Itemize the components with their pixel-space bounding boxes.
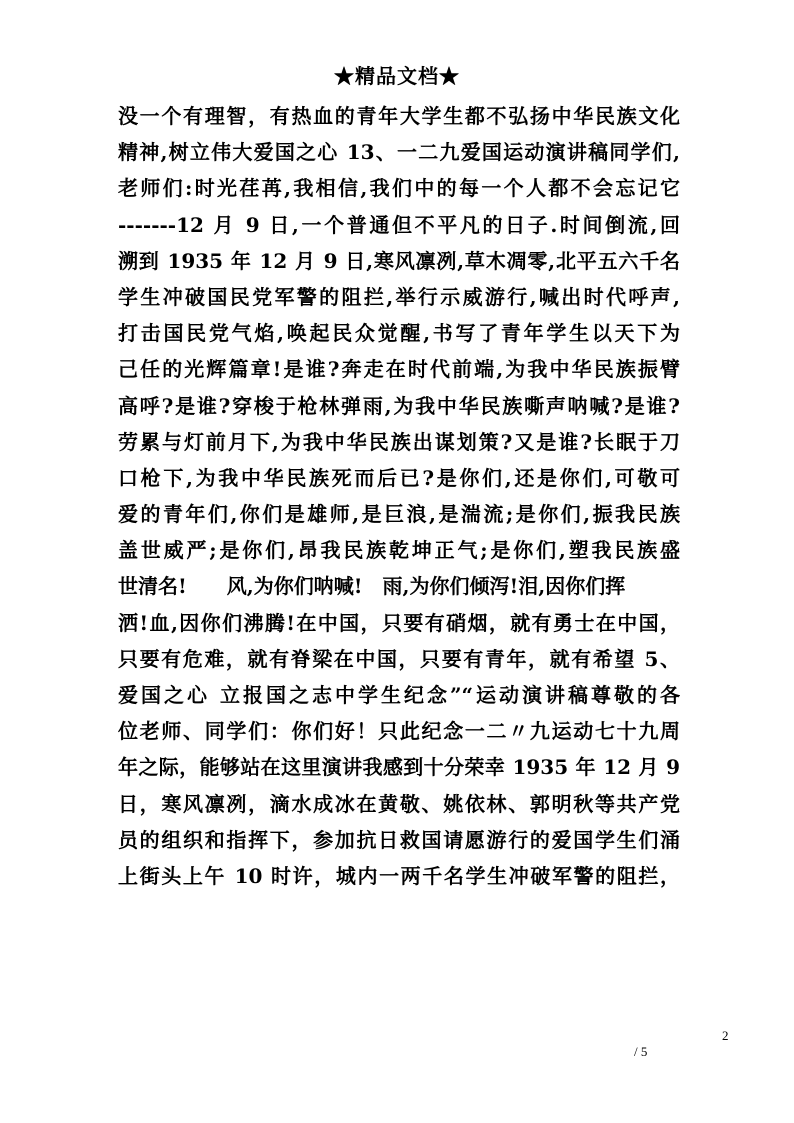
body-line-17: 爱国之心 立报国之志中学生纪念”“运动演讲稿尊敬的各	[118, 683, 680, 707]
body-line-8: 己任的光辉篇章!是谁?奔走在时代前端,为我中华民族振臂	[118, 357, 680, 382]
body-line-22: 上街头上午 10 时许，城内一两千名学生冲破军警的阻拦，	[118, 863, 680, 888]
page-total: / 5	[634, 1044, 648, 1059]
body-line-4: -------12 月 9 日,一个普通但不平凡的日子.时间倒流,回	[118, 212, 680, 237]
body-line-3: 老师们:时光荏苒,我相信,我们中的每一个人都不会忘记它	[118, 176, 680, 201]
body-line-12: 爱的青年们,你们是雄师,是巨浪,是湍流;是你们,振我民族	[118, 502, 680, 527]
body-line-5: 溯到 1935 年 12 月 9 日,寒风凛冽,草木凋零,北平五六千名	[118, 248, 680, 273]
body-line-7: 打击国民党气焰,唤起民众觉醒,书写了青年学生以天下为	[118, 321, 680, 346]
body-line-16: 只要有危难，就有脊梁在中国，只要有青年，就有希望 5、	[118, 646, 680, 671]
body-line-9: 高呼?是谁?穿梭于枪林弹雨,为我中华民族嘶声呐喊?是谁?	[118, 393, 680, 418]
body-line-11: 口枪下,为我中华民族死而后已?是你们,还是你们,可敬可	[118, 465, 680, 490]
body-line-13: 盖世威严;是你们,昂我民族乾坤正气;是你们,塑我民族盛	[118, 538, 680, 563]
body-line-15: 洒!血,因你们沸腾!在中国，只要有硝烟，就有勇士在中国，	[118, 610, 680, 635]
body-line-2: 精神,树立伟大爱国之心 13、一二九爱国运动演讲稿同学们,	[118, 140, 680, 165]
page-number: 2	[722, 1028, 729, 1043]
body-line-1: 没一个有理智，有热血的青年大学生都不弘扬中华民族文化	[118, 104, 680, 128]
body-line-14: 世清名! 风,为你们呐喊! 雨,为你们倾泻!泪,因你们挥	[118, 574, 626, 599]
document-header-title: ★精品文档★	[334, 64, 460, 88]
body-line-10: 劳累与灯前月下,为我中华民族出谋划策?又是谁?长眠于刀	[118, 429, 680, 454]
body-line-18: 位老师、同学们：你们好！只此纪念一二〃九运动七十九周	[118, 719, 680, 744]
body-line-6: 学生冲破国民党军警的阻拦,举行示威游行,喊出时代呼声,	[118, 284, 680, 309]
body-line-19: 年之际，能够站在这里演讲我感到十分荣幸 1935 年 12 月 9	[118, 755, 680, 780]
document-body	[118, 98, 680, 894]
body-line-21: 员的组织和指挥下，参加抗日救国请愿游行的爱国学生们涌	[118, 827, 680, 852]
body-line-20: 日，寒风凛冽，滴水成冰在黄敬、姚依林、郭明秋等共产党	[118, 791, 680, 816]
